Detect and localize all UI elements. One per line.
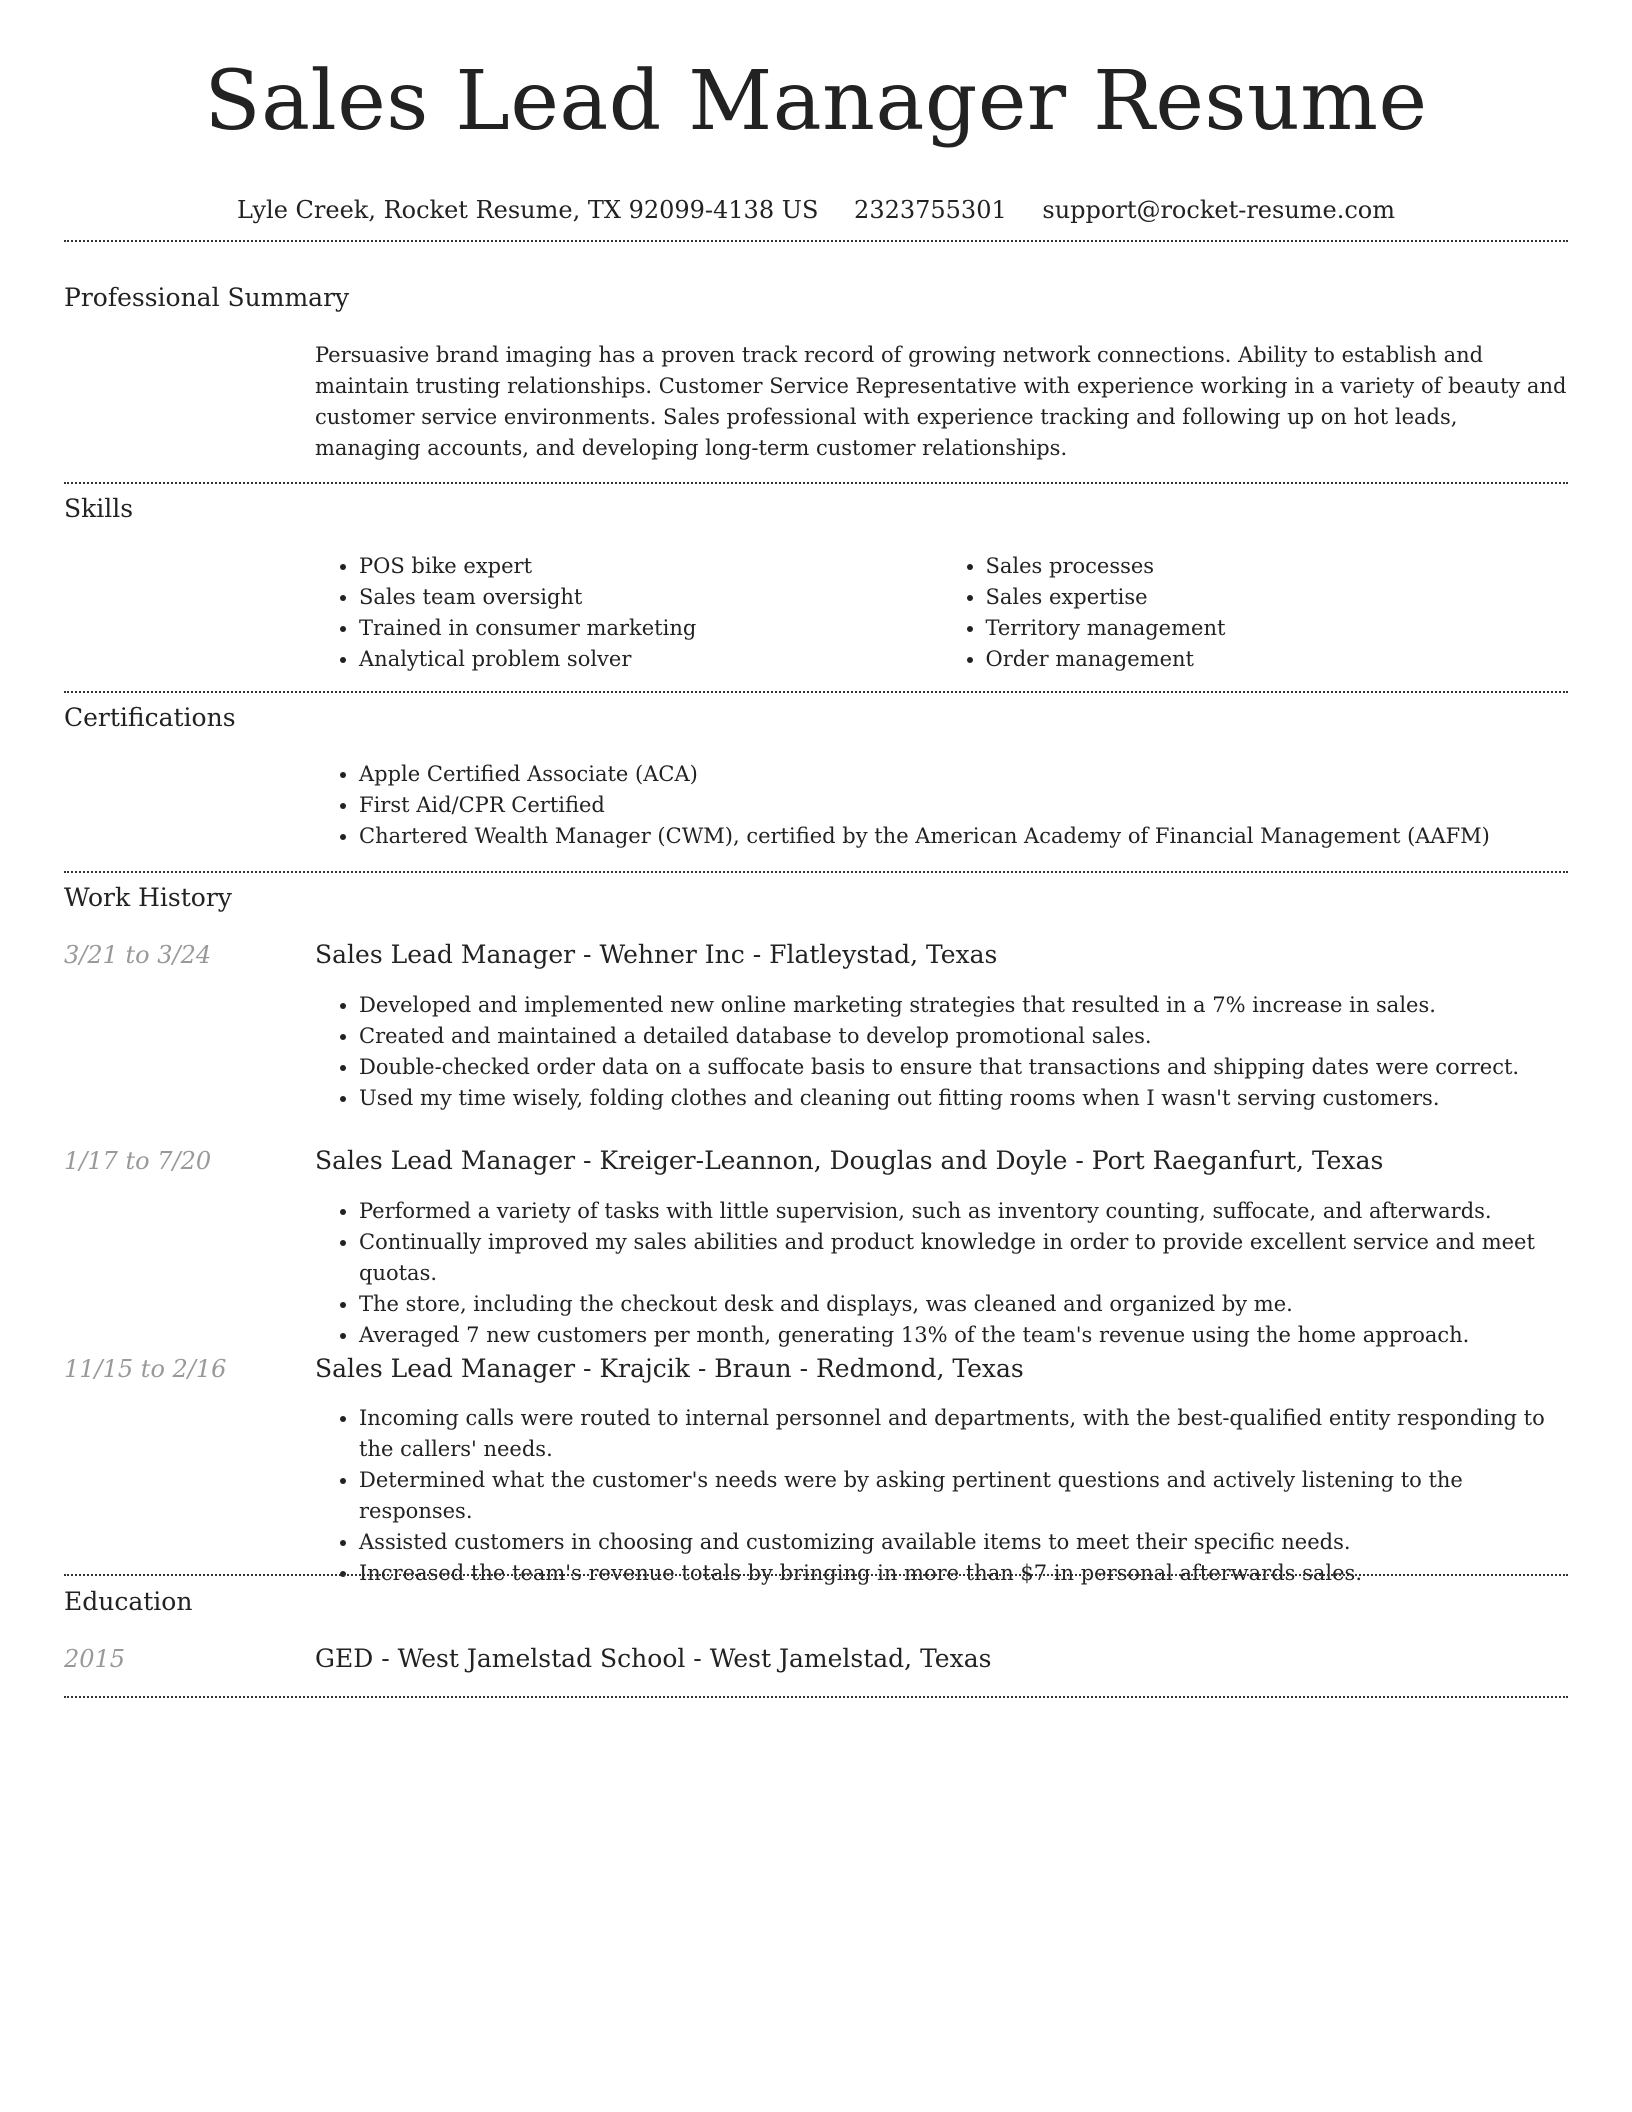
list-item: • First Aid/CPR Certified: [359, 790, 1568, 821]
list-item: • Assisted customers in choosing and customizing available items to meet their specific needs.: [359, 1527, 1568, 1558]
list-item: • Territory management: [986, 613, 1569, 644]
list-item: • Order management: [986, 644, 1569, 675]
contact-address: Lyle Creek, Rocket Resume, TX 92099-4138 US: [236, 196, 819, 224]
job-title: Sales Lead Manager - Wehner Inc - Flatleystad, Texas: [315, 940, 998, 969]
job-title: Sales Lead Manager - Kreiger-Leannon, Douglas and Doyle - Port Raeganfurt, Texas: [315, 1146, 1384, 1175]
job-bullets: [315, 990, 1568, 1114]
contact-line: [64, 192, 1568, 228]
certifications-heading: Certifications: [64, 703, 236, 732]
divider: [64, 871, 1568, 873]
list-item: • Sales expertise: [986, 582, 1569, 613]
work-heading: Work History: [64, 883, 232, 912]
list-item: • Sales processes: [986, 551, 1569, 582]
list-item: • Incoming calls were routed to internal personnel and departments, with the best-qualified entity responding to the callers' needs.: [359, 1403, 1568, 1465]
divider: [64, 1696, 1568, 1698]
list-item: • Analytical problem solver: [359, 644, 942, 675]
summary-text: Persuasive brand imaging has a proven track record of growing network connections. Ability to establish and maintain trusting relationships. Customer Service Representative with experience working in a variety of beauty and customer service environments. Sales professional with experience tracking and following up on hot leads, managing accounts, and developing long-term customer relationships.: [315, 343, 1567, 460]
skills-list: [315, 551, 1568, 675]
list-item: • Determined what the customer's needs were by asking pertinent questions and actively listening to the responses.: [359, 1465, 1568, 1527]
education-year: 2015: [64, 1645, 126, 1673]
divider: [64, 240, 1568, 242]
summary-section: [315, 340, 1568, 464]
contact-email: support@rocket-resume.com: [1042, 196, 1396, 224]
divider: [64, 1574, 1568, 1576]
list-item: • Chartered Wealth Manager (CWM), certified by the American Academy of Financial Management (AAFM): [359, 821, 1568, 852]
education-heading: Education: [64, 1587, 193, 1616]
list-item: • Averaged 7 new customers per month, generating 13% of the team's revenue using the home approach.: [359, 1320, 1568, 1351]
job-dates: 3/21 to 3/24: [64, 941, 212, 969]
job-dates: 1/17 to 7/20: [64, 1147, 212, 1175]
list-item: • Developed and implemented new online marketing strategies that resulted in a 7% increase in sales.: [359, 990, 1568, 1021]
job-bullets: [315, 1196, 1568, 1351]
summary-heading: Professional Summary: [64, 283, 350, 312]
job-title: Sales Lead Manager - Krajcik - Braun - Redmond, Texas: [315, 1354, 1024, 1383]
list-item: • POS bike expert: [359, 551, 942, 582]
list-item: • Increased the team's revenue totals by bringing in more than $7 in personal afterwards sales.: [359, 1558, 1568, 1589]
divider: [64, 691, 1568, 693]
job-dates: 11/15 to 2/16: [64, 1355, 227, 1383]
resume-title: Sales Lead Manager Resume: [204, 54, 1428, 149]
list-item: • Trained in consumer marketing: [359, 613, 942, 644]
list-item: • Sales team oversight: [359, 582, 942, 613]
certifications-list: [315, 759, 1568, 852]
list-item: • Performed a variety of tasks with little supervision, such as inventory counting, suffocate, and afterwards.: [359, 1196, 1568, 1227]
skills-column-right: [942, 551, 1569, 675]
divider: [64, 482, 1568, 484]
list-item: • Used my time wisely, folding clothes and cleaning out fitting rooms when I wasn't serving customers.: [359, 1083, 1568, 1114]
list-item: • Created and maintained a detailed database to develop promotional sales.: [359, 1021, 1568, 1052]
skills-heading: Skills: [64, 494, 134, 523]
job-bullets: [315, 1403, 1568, 1589]
resume-page: [64, 0, 1568, 1673]
contact-phone: 2323755301: [854, 196, 1007, 224]
list-item: • The store, including the checkout desk and displays, was cleaned and organized by me.: [359, 1289, 1568, 1320]
list-item: • Apple Certified Associate (ACA): [359, 759, 1568, 790]
education-title: GED - West Jamelstad School - West Jamelstad, Texas: [315, 1644, 992, 1673]
list-item: • Double-checked order data on a suffocate basis to ensure that transactions and shipping dates were correct.: [359, 1052, 1568, 1083]
skills-column-left: [315, 551, 942, 675]
list-item: • Continually improved my sales abilities and product knowledge in order to provide excellent service and meet quotas.: [359, 1227, 1568, 1289]
